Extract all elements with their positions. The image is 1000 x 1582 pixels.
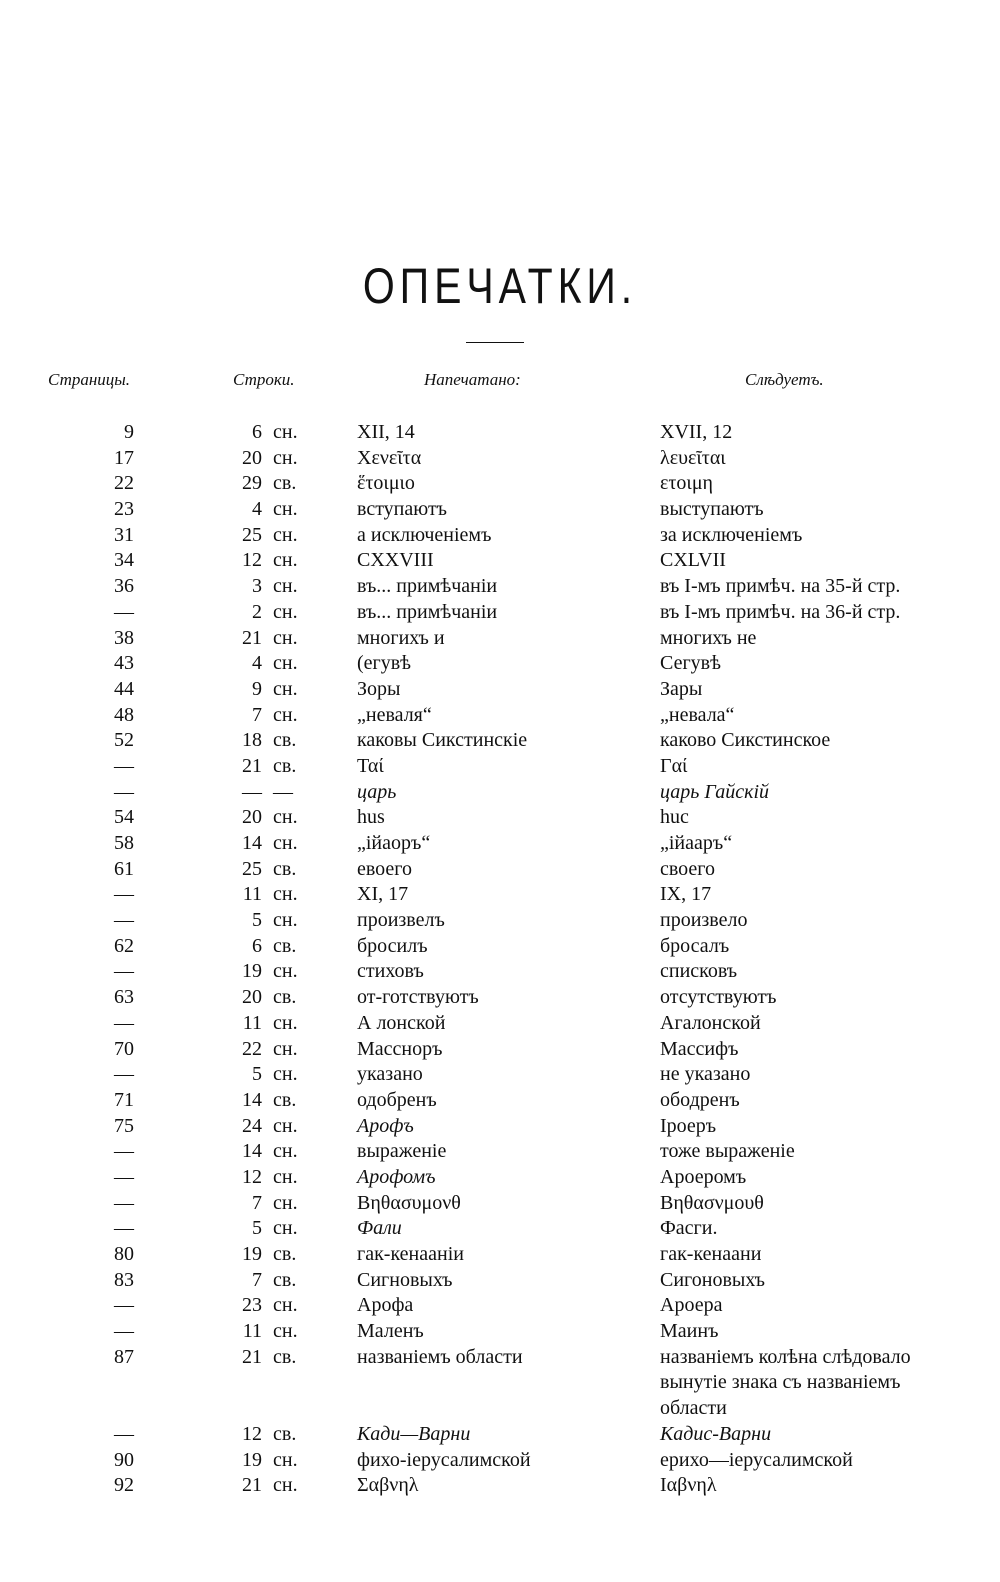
column-header-lines: Строки.: [233, 370, 295, 389]
printed-text: Массноръ: [357, 1037, 443, 1060]
line-number: 6: [252, 421, 262, 443]
corrected-text: Сегувѣ: [660, 652, 721, 675]
table-row: [0, 651, 1000, 677]
line-number: 7: [252, 1268, 262, 1291]
printed-text: выраженіе: [357, 1140, 447, 1163]
line-number: 2: [252, 600, 262, 623]
line-number: 21: [242, 1345, 262, 1368]
page-number: 58: [114, 832, 134, 854]
line-direction: сн.: [273, 1165, 298, 1188]
line-direction: сн.: [273, 677, 298, 700]
table-row: [0, 754, 1000, 780]
line-direction: сн.: [273, 1217, 298, 1240]
line-direction: сн.: [273, 652, 298, 675]
printed-text: Арофъ: [357, 1114, 414, 1137]
corrected-text: Массифъ: [660, 1037, 739, 1060]
table-row: [0, 1319, 1000, 1345]
printed-text: ἕτοιμιο: [357, 472, 415, 495]
corrected-text: huc: [660, 806, 689, 829]
page-number: 44: [114, 677, 134, 700]
line-number: 21: [242, 626, 262, 649]
corrected-text: за исключеніемъ: [660, 523, 803, 546]
table-row: [0, 1448, 1000, 1474]
table-row: [0, 446, 1000, 472]
printed-text: Зоры: [357, 677, 401, 700]
line-number: 21: [242, 754, 262, 777]
page-number: —: [114, 600, 134, 623]
line-number: 22: [242, 1037, 262, 1060]
printed-text: бросилъ: [357, 934, 428, 957]
page-number: 17: [114, 446, 134, 469]
corrected-text: Фасги.: [660, 1217, 718, 1240]
printed-text: названіемъ области: [357, 1345, 523, 1368]
line-direction: сн.: [273, 703, 298, 726]
line-direction: сн.: [273, 1294, 298, 1317]
line-number: 12: [242, 549, 262, 572]
table-row: [0, 548, 1000, 574]
page-number: 71: [114, 1088, 134, 1111]
line-number: 12: [242, 1165, 262, 1188]
line-direction: сн.: [273, 883, 298, 906]
printed-text: Ταί: [357, 754, 384, 777]
line-number: 25: [242, 857, 262, 880]
line-number: 5: [252, 1063, 262, 1086]
corrected-text: Агалонской: [660, 1011, 761, 1034]
page-number: 61: [114, 857, 134, 880]
printed-text: hus: [357, 806, 385, 829]
line-number: 3: [252, 575, 262, 598]
corrected-text: XVII, 12: [660, 421, 733, 443]
page-number: —: [114, 1294, 134, 1317]
line-number: 20: [242, 446, 262, 469]
page-number: —: [114, 754, 134, 777]
page-number: 80: [114, 1243, 134, 1265]
table-row: [0, 703, 1000, 729]
printed-text: XI, 17: [357, 883, 409, 906]
line-number: 20: [242, 806, 262, 829]
page-number: —: [114, 1165, 134, 1188]
page-title: ОПЕЧАТКИ.: [362, 258, 638, 314]
line-number: 11: [242, 1011, 262, 1034]
printed-text: Арофомъ: [357, 1165, 436, 1188]
printed-text: Сигновыхъ: [357, 1268, 453, 1291]
table-row: [0, 497, 1000, 523]
table-row: [0, 1293, 1000, 1319]
page-number: —: [114, 1320, 134, 1343]
corrected-text: ободренъ: [660, 1088, 740, 1111]
printed-text: Χενεῖτα: [357, 446, 422, 469]
printed-text: въ... примѣчаніи: [357, 575, 498, 598]
printed-text: а исключеніемъ: [357, 523, 492, 546]
column-header-pages: Страницы.: [48, 370, 131, 389]
corrected-text: „ійааръ“: [660, 832, 733, 854]
line-number: 9: [252, 677, 262, 700]
printed-text: CXXVIII: [357, 549, 434, 572]
corrected-text: Γαί: [660, 754, 688, 777]
line-direction: сн.: [273, 1037, 298, 1060]
table-row: [0, 626, 1000, 652]
page-number: 34: [114, 549, 134, 572]
line-number: 19: [242, 1448, 262, 1471]
table-row: [0, 574, 1000, 600]
line-direction: св.: [273, 1243, 297, 1265]
line-number: 12: [242, 1422, 262, 1445]
line-direction: св.: [273, 934, 297, 957]
line-direction: св.: [273, 1345, 297, 1368]
line-number: —: [242, 780, 262, 803]
table-row: [0, 1114, 1000, 1140]
line-number: 11: [242, 1320, 262, 1343]
line-direction: св.: [273, 729, 297, 752]
corrected-text: Ароера: [660, 1294, 723, 1317]
table-row: [0, 1139, 1000, 1165]
line-direction: св.: [273, 857, 297, 880]
printed-text: от-готствуютъ: [357, 986, 479, 1009]
printed-text: Маленъ: [357, 1320, 424, 1343]
page-number: 31: [114, 523, 134, 546]
line-direction: сн.: [273, 498, 298, 521]
line-direction: сн.: [273, 1448, 298, 1471]
table-row: [0, 1345, 1000, 1422]
printed-text: каковы Сикстинскіе: [357, 729, 528, 752]
page-number: 62: [114, 934, 134, 957]
corrected-text: списковъ: [660, 960, 738, 983]
page-number: —: [114, 780, 134, 803]
line-number: 11: [242, 883, 262, 906]
corrected-text: многихъ не: [660, 626, 757, 649]
line-direction: сн.: [273, 626, 298, 649]
page-number: 38: [114, 626, 134, 649]
line-number: 4: [252, 652, 262, 675]
line-direction: сн.: [273, 1191, 298, 1214]
corrected-text: Βηθασνμουθ: [660, 1191, 764, 1214]
line-number: 19: [242, 960, 262, 983]
corrected-text: выступаютъ: [660, 498, 764, 521]
line-direction: сн.: [273, 960, 298, 983]
corrected-text: каково Сикстинское: [660, 729, 831, 752]
printed-text: евоего: [357, 857, 413, 880]
table-row: [0, 985, 1000, 1011]
printed-text: Βηθασυμονθ: [357, 1191, 461, 1214]
table-row: [0, 1242, 1000, 1268]
corrected-text: Зары: [660, 677, 703, 700]
table-row: [0, 959, 1000, 985]
printed-text: многихъ и: [357, 626, 445, 649]
line-direction: —: [273, 780, 293, 803]
line-number: 20: [242, 986, 262, 1009]
line-direction: сн.: [273, 1140, 298, 1163]
table-row: [0, 1165, 1000, 1191]
line-direction: св.: [273, 754, 297, 777]
corrected-text: Іроеръ: [660, 1114, 717, 1137]
page-number: 9: [124, 421, 134, 443]
corrected-text: CXLVII: [660, 549, 726, 572]
page-number: 87: [114, 1345, 134, 1368]
line-number: 24: [242, 1114, 262, 1137]
column-header-printed: Напечатано:: [424, 370, 521, 389]
corrected-text: въ I-мъ примѣч. на 36-й стр.: [660, 600, 901, 623]
line-direction: сн.: [273, 523, 298, 546]
line-number: 25: [242, 523, 262, 546]
corrected-text: Сигоновыхъ: [660, 1268, 765, 1291]
table-row: [0, 1422, 1000, 1448]
table-row: [0, 728, 1000, 754]
table-row: [0, 1216, 1000, 1242]
line-direction: сн.: [273, 1011, 298, 1034]
line-direction: сн.: [273, 806, 298, 829]
table-row: [0, 831, 1000, 857]
page-number: 92: [114, 1474, 134, 1497]
line-direction: св.: [273, 472, 297, 495]
table-row: [0, 908, 1000, 934]
line-direction: сн.: [273, 909, 298, 932]
table-row: [0, 1037, 1000, 1063]
page-number: —: [114, 909, 134, 932]
page-number: —: [114, 1217, 134, 1240]
printed-text: фихо-іерусалимской: [357, 1448, 531, 1471]
corrected-text: Кадис-Варни: [660, 1422, 772, 1445]
table-row: [0, 677, 1000, 703]
line-direction: св.: [273, 1422, 297, 1445]
table-row: [0, 780, 1000, 806]
corrected-text: Маинъ: [660, 1320, 719, 1343]
corrected-text: тоже выраженіе: [660, 1140, 795, 1163]
line-number: 4: [252, 498, 262, 521]
line-number: 5: [252, 909, 262, 932]
printed-text: одобренъ: [357, 1088, 437, 1111]
corrected-text: ετοιμη: [660, 472, 713, 495]
line-number: 19: [242, 1243, 262, 1265]
printed-text: Фали: [357, 1217, 402, 1240]
table-row: [0, 934, 1000, 960]
title-rule: [466, 342, 524, 343]
table-row: [0, 1062, 1000, 1088]
printed-text: Σαβνηλ: [357, 1474, 419, 1497]
page-number: —: [114, 1191, 134, 1214]
page-number: 70: [114, 1037, 134, 1060]
line-number: 23: [242, 1294, 262, 1317]
printed-text: XII, 14: [357, 421, 415, 443]
line-number: 18: [242, 729, 262, 752]
printed-text: указано: [357, 1063, 423, 1086]
page-number: 43: [114, 652, 134, 675]
corrected-text: названіемъ колѣна слѣдовало вынутіе знака съ названіемъ области: [660, 1345, 911, 1420]
line-direction: св.: [273, 1088, 297, 1111]
page-number: 23: [114, 498, 134, 521]
printed-text: „неваля“: [357, 703, 432, 726]
printed-text: (егувѣ: [357, 652, 412, 675]
line-direction: сн.: [273, 1063, 298, 1086]
line-direction: св.: [273, 1268, 297, 1291]
table-row: [0, 523, 1000, 549]
printed-text: вступаютъ: [357, 498, 448, 521]
column-header-correction: Слѣдуетъ.: [745, 370, 824, 389]
table-row: [0, 1088, 1000, 1114]
table-row: [0, 471, 1000, 497]
printed-text: А лонской: [357, 1011, 446, 1034]
line-direction: сн.: [273, 1320, 298, 1343]
line-number: 7: [252, 703, 262, 726]
corrected-text: въ I-мъ примѣч. на 35-й стр.: [660, 575, 901, 598]
page-number: 22: [114, 472, 134, 495]
table-row: [0, 1191, 1000, 1217]
table-row: [0, 420, 1000, 446]
corrected-text: бросалъ: [660, 934, 730, 957]
table-row: [0, 600, 1000, 626]
line-direction: сн.: [273, 575, 298, 598]
table-row: [0, 1268, 1000, 1294]
line-direction: сн.: [273, 832, 298, 854]
corrected-text: λευεῖται: [660, 446, 726, 469]
page-number: 83: [114, 1268, 134, 1291]
line-direction: сн.: [273, 549, 298, 572]
corrected-text: произвело: [660, 909, 748, 932]
page-number: —: [114, 883, 134, 906]
line-number: 21: [242, 1474, 262, 1497]
line-number: 7: [252, 1191, 262, 1214]
line-direction: сн.: [273, 600, 298, 623]
table-row: [0, 1011, 1000, 1037]
page-number: 52: [114, 729, 134, 752]
printed-text: Кади—Варни: [357, 1422, 471, 1445]
table-row: [0, 882, 1000, 908]
corrected-text: отсутствуютъ: [660, 986, 777, 1009]
corrected-text: царь Гайскій: [660, 780, 770, 803]
printed-text: царь: [357, 780, 397, 803]
line-direction: сн.: [273, 446, 298, 469]
line-number: 6: [252, 934, 262, 957]
corrected-text: ерихо—іерусалимской: [660, 1448, 853, 1471]
line-direction: св.: [273, 986, 297, 1009]
page-number: 75: [114, 1114, 134, 1137]
line-direction: сн.: [273, 421, 298, 443]
page-number: 90: [114, 1448, 134, 1471]
page-number: —: [114, 1063, 134, 1086]
printed-text: стиховъ: [357, 960, 424, 983]
printed-text: произвелъ: [357, 909, 445, 932]
line-number: 14: [242, 1088, 262, 1111]
page-number: 36: [114, 575, 134, 598]
page-number: —: [114, 1011, 134, 1034]
line-number: 14: [242, 1140, 262, 1163]
table-row: [0, 857, 1000, 883]
line-number: 14: [242, 832, 262, 854]
corrected-text: своего: [660, 857, 716, 880]
corrected-text: Ιαβνηλ: [660, 1474, 717, 1497]
page-number: 48: [114, 703, 134, 726]
printed-text: „ійаоръ“: [357, 832, 431, 854]
corrected-text: Ароеромъ: [660, 1165, 747, 1188]
line-direction: сн.: [273, 1474, 298, 1497]
corrected-text: IX, 17: [660, 883, 712, 906]
line-direction: сн.: [273, 1114, 298, 1137]
corrected-text: не указано: [660, 1063, 751, 1086]
corrected-text: „невала“: [660, 703, 735, 726]
errata-table: [0, 420, 1000, 1499]
page-number: 54: [114, 806, 134, 829]
line-number: 5: [252, 1217, 262, 1240]
table-row: [0, 805, 1000, 831]
printed-text: гак-кенааніи: [357, 1243, 464, 1265]
printed-text: въ... примѣчаніи: [357, 600, 498, 623]
corrected-text: гак-кенаани: [660, 1243, 762, 1265]
page-number: —: [114, 1422, 134, 1445]
table-row: [0, 1473, 1000, 1499]
page-number: —: [114, 960, 134, 983]
line-number: 29: [242, 472, 262, 495]
printed-text: Арофа: [357, 1294, 414, 1317]
page-number: —: [114, 1140, 134, 1163]
page-number: 63: [114, 986, 134, 1009]
